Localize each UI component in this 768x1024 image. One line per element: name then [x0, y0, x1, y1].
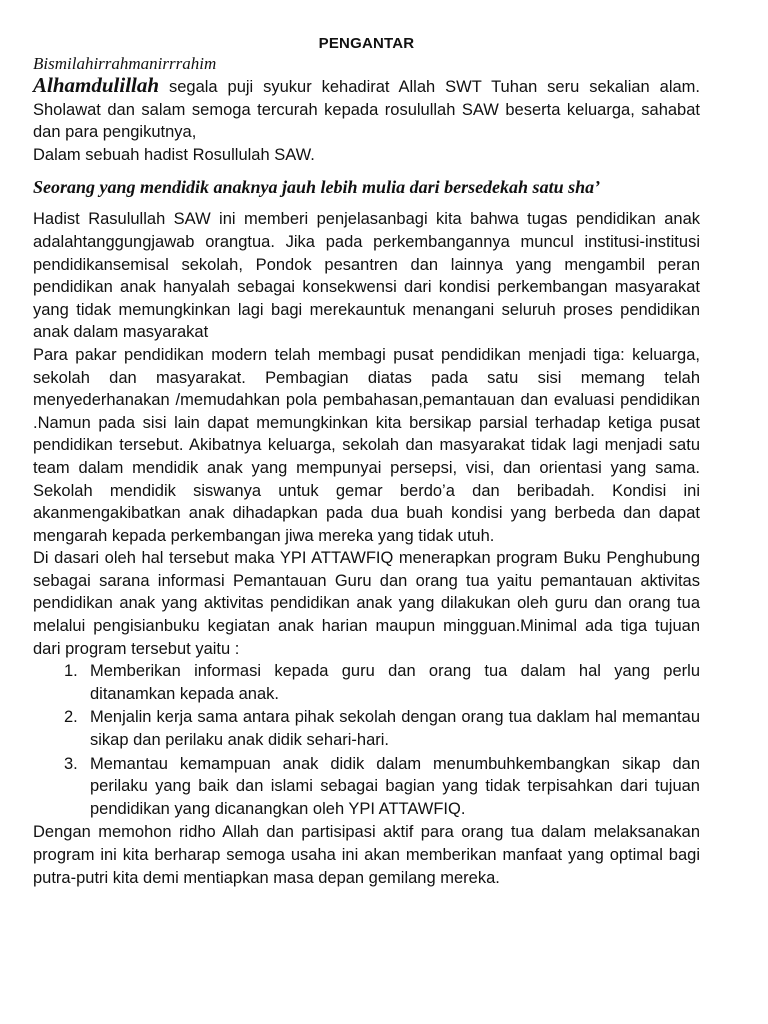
list-item-text: Menjalin kerja sama antara pihak sekolah dengan orang tua daklam hal memantau sikap dan perilaku anak didik sehari-hari. — [90, 708, 700, 750]
page-title: PENGANTAR — [318, 35, 415, 52]
goals-list — [33, 660, 700, 820]
closing-paragraph: Dengan memohon ridho Allah dan partisipasi aktif para orang tua dalam melaksanakan program ini kita berharap semoga usaha ini akan memberikan manfaat yang optimal bagi putra-putri kita demi mentiapkan masa depan gemilang mereka. — [33, 823, 700, 887]
intro-text: segala puji syukur kehadirat Allah SWT Tuhan seru sekalian alam. Sholawat dan salam semoga tercurah kepada rosulullah SAW beserta keluarga, sahabat dan para pengikutnya, — [33, 78, 700, 142]
paragraph-1: Hadist Rasulullah SAW ini memberi penjelasanbagi kita bahwa tugas pendidikan anak adalahtanggungjawab orangtua. Jika pada perkembangannya muncul institusi-institusi pendidikansemisal sekolah, Pondok pesantren dan lainnya yang mengambil peran pendidikan anak hanyalah sebagai konsekwensi dari kondisi perkembangan masyarakat yang tidak memungkinkan lagi bagi merekauntuk menangani seluruh proses pendidikan anak dalam masyarakat — [33, 210, 700, 342]
list-item-number: 3. — [64, 754, 78, 773]
intro-emphasis: Alhamdulillah — [33, 73, 160, 97]
list-item — [33, 706, 700, 751]
paragraph-3: Di dasari oleh hal tersebut maka YPI ATTAWFIQ menerapkan program Buku Penghubung sebagai sarana informasi Pemantauan Guru dan orang tua yaitu pemantauan aktivitas pendidikan anak yang aktivitas pendidikan anak yang dilakukan oleh guru dan orang tua melalui pengisianbuku kegiatan anak harian maupun mingguan.Minimal ada tiga tujuan dari program tersebut yaitu : — [33, 549, 700, 658]
intro-paragraph — [33, 74, 700, 144]
paragraph-2: Para pakar pendidikan modern telah membagi pusat pendidikan menjadi tiga: keluarga, sekolah dan masyarakat. Pembagian diatas pada satu sisi memang telah menyederhanakan /memudahkan pola pembahasan,pemantauan dan evaluasi pendidikan .Namun pada sisi lain dapat memungkinkan kita bersikap parsial terhadap ketiga pusat pendidikan tersebut. Akibatnya keluarga, sekolah dan masyarakat tidak lagi menjadi satu team dalam mendidik anak yang mempunyai persepsi, visi, dan orientasi yang sama. Sekolah mendidik siswanya untuk gemar berdo’a dan beribadah. Kondisi ini akanmengakibatkan anak dihadapkan pada dua buah kondisi yang berbeda dan dapat mengarah kepada perkembangan jiwa mereka yang tidak utuh. — [33, 345, 700, 545]
list-item-text: Memantau kemampuan anak didik dalam menumbuhkembangkan sikap dan perilaku yang baik dan islami sebagai bagian yang tidak terpisahkan dari tujuan pendidikan yang dicanangkan oleh YPI ATTAWFIQ. — [90, 754, 700, 818]
list-item-number: 1. — [64, 662, 78, 681]
list-item — [33, 660, 700, 705]
list-item-number: 2. — [64, 708, 78, 727]
intro-hadith-reference: Dalam sebuah hadist Rosullulah SAW. — [33, 145, 315, 164]
list-item — [33, 753, 700, 821]
opening-basmalah: Bismilahirrahmanirrrahim — [33, 54, 217, 73]
hadith-quote: Seorang yang mendidik anaknya jauh lebih mulia dari bersedekah satu sha’ — [33, 177, 601, 198]
document-page — [33, 34, 700, 889]
list-item-text: Memberikan informasi kepada guru dan orang tua dalam hal yang perlu ditanamkan kepada anak. — [90, 662, 700, 703]
